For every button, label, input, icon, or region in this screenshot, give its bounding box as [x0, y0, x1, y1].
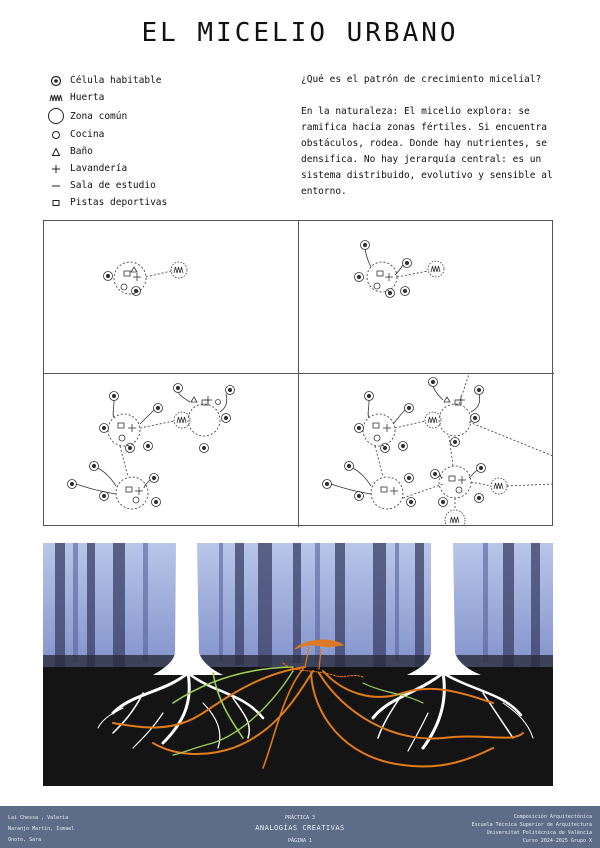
growth-stage-3: [44, 374, 299, 527]
legend-item: Baño: [42, 143, 272, 160]
legend-item: Sala de estudio: [42, 177, 272, 194]
legend: [42, 72, 272, 211]
growth-diagram-grid: [43, 220, 553, 526]
legend-item: Cocina: [42, 126, 272, 143]
intro-text: [301, 72, 563, 216]
institution-line: Curso 2024-2025 Grupo X: [522, 838, 592, 844]
bathroom-icon: [42, 147, 70, 157]
sports-court-icon: [42, 198, 70, 208]
institution-line: Universitat Politècnica de València: [486, 830, 592, 836]
forest-mycelium-illustration: [43, 543, 553, 786]
growth-stage-2: [299, 221, 554, 374]
legend-item: Célula habitable: [42, 72, 272, 89]
institution-line: Escuela Técnica Superior de Arquitectura: [471, 822, 592, 828]
institution-line: Composición Arquitectónica: [513, 814, 592, 820]
footer: [0, 806, 600, 848]
garden-icon: [42, 93, 70, 103]
author-name: Onoto, Sara: [8, 837, 42, 843]
legend-item: Pistas deportivas: [42, 194, 272, 211]
intro-body: En la naturaleza: El micelio explora: se ramifica hacia zonas fértiles. Si encuentra obstáculos, rodea. Donde hay nutrientes, se densifica. No hay jerarquía central: es un sistema distribuido, evolutivo y sensible al entorno.: [301, 106, 553, 197]
page-number: PÁGINA 1: [287, 838, 313, 844]
common-zone-icon: [42, 107, 70, 125]
kitchen-icon: [42, 130, 70, 140]
legend-item: Huerta: [42, 89, 272, 106]
legend-item: Zona común: [42, 106, 272, 126]
cell-icon: [42, 75, 70, 87]
subject-title: ANALOGÍAS CREATIVAS: [255, 824, 345, 832]
legend-item: Lavandería: [42, 160, 272, 177]
practice-label: PRÁCTICA 3: [284, 815, 316, 821]
growth-stage-4: [299, 374, 554, 527]
intro-question: ¿Qué es el patrón de crecimiento micelial?: [301, 74, 542, 85]
growth-stage-1: [44, 221, 299, 374]
laundry-icon: [42, 164, 70, 174]
study-room-icon: [42, 181, 70, 191]
author-name: Lai Chessa , Valeria: [8, 815, 69, 821]
footer-institution: [472, 813, 592, 845]
author-name: Naranjo Martín, Ismael: [8, 826, 75, 832]
page-title: EL MICELIO URBANO: [141, 18, 459, 48]
